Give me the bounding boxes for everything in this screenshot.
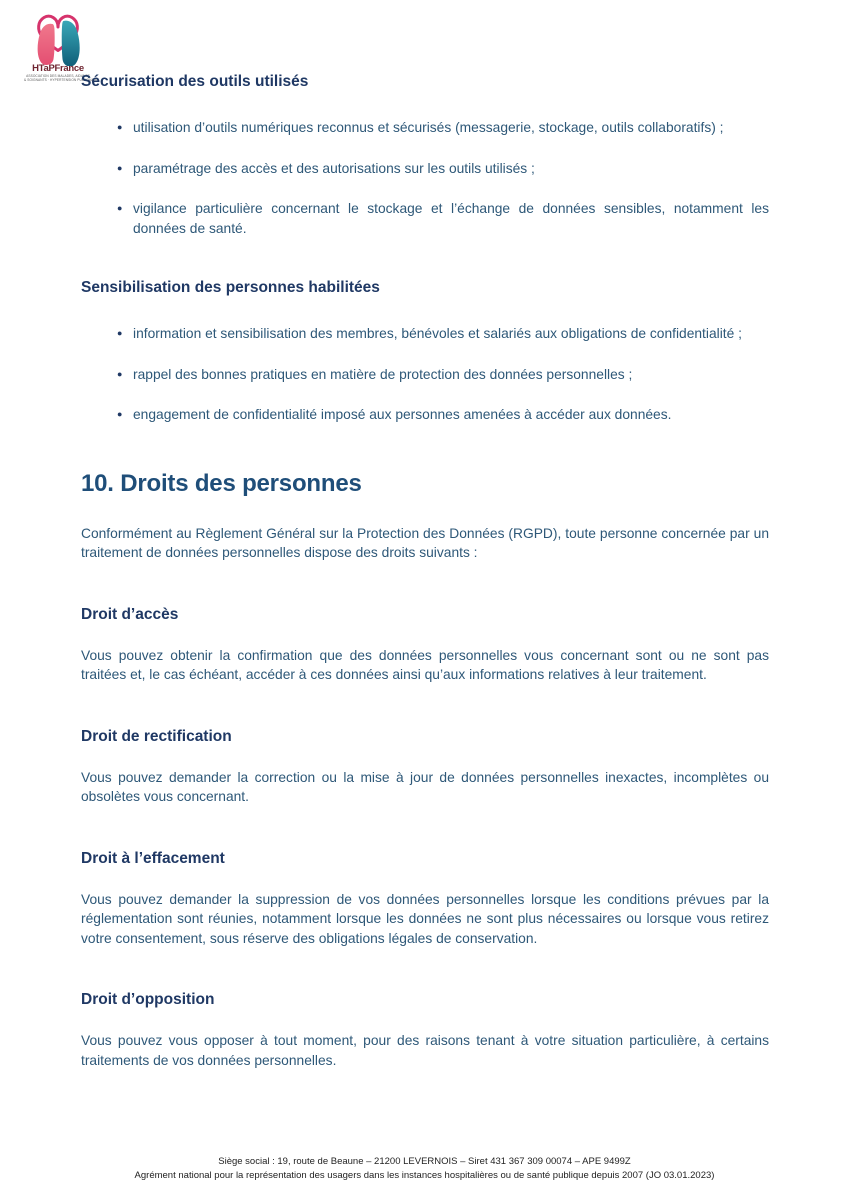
bullet-icon: ● <box>117 162 123 173</box>
list-item-text: engagement de confidentialité imposé aux personnes amenées à accéder aux données. <box>133 407 672 422</box>
logo-tagline-line2: & SOIGNANTS · HYPERTENSION PULMONAIRE <box>24 78 100 82</box>
bullet-icon: ● <box>117 203 123 213</box>
list-item-text: vigilance particulière concernant le stockage et l’échange de données sensibles, notamment les données de santé. <box>133 201 769 236</box>
section-heading-sensibilisation: Sensibilisation des personnes habilitées <box>81 279 380 296</box>
document-body <box>81 72 769 1070</box>
list-item-text: utilisation d’outils numériques reconnus et sécurisés (messagerie, stockage, outils collaboratifs) ; <box>133 120 724 135</box>
paragraph-droit-effacement: Vous pouvez demander la suppression de vos données personnelles lorsque les conditions prévues par la réglementation sont réunies, notamment lorsque les données ne sont plus nécessaires ou lorsque vous retirez votre consentement, sous réserve des obligations légales de conservation. <box>81 891 769 946</box>
list-item <box>81 199 769 238</box>
chapter-heading-droits: 10. Droits des personnes <box>81 469 362 497</box>
list-item-text: rappel des bonnes pratiques en matière de protection des données personnelles ; <box>133 366 633 382</box>
subheading-droit-effacement: Droit à l’effacement <box>81 849 225 867</box>
bullet-icon: ● <box>117 122 123 132</box>
footer-agrement-line: Agrément national pour la représentation des usagers dans les instances hospitalières ou de santé publique depuis 2007 (JO 03.01.2023) <box>134 1169 715 1181</box>
subheading-droit-acces: Droit d’accès <box>81 605 179 623</box>
paragraph-droit-opposition: Vous pouvez vous opposer à tout moment, pour des raisons tenant à votre situation particulière, à certains traitements de vos données personnelles. <box>81 1033 769 1068</box>
logo-brand-text: HTaPFrance <box>32 63 84 74</box>
heart-lungs-icon <box>26 12 90 66</box>
list-item-text: paramétrage des accès et des autorisations sur les outils utilisés ; <box>133 160 535 176</box>
list-item-text: information et sensibilisation des membres, bénévoles et salariés aux obligations de confidentialité ; <box>133 326 742 341</box>
list-item <box>81 365 769 385</box>
list-item <box>81 405 769 425</box>
paragraph-droit-rectification: Vous pouvez demander la correction ou la mise à jour de données personnelles inexactes, incomplètes ou obsolètes vous concernant. <box>81 769 769 804</box>
list-item <box>81 324 769 344</box>
subheading-droit-opposition: Droit d’opposition <box>81 991 215 1008</box>
paragraph-droit-acces: Vous pouvez obtenir la confirmation que des données personnelles vous concernant sont ou ne sont pas traitées et, le cas échéant, accéder à ces données ainsi qu’aux informations relatives à leur traitement. <box>81 647 769 682</box>
list-item <box>81 118 769 138</box>
page-footer <box>0 1155 849 1182</box>
logo-tagline-line1: ASSOCIATION DES MALADES, AIDANTS <box>26 74 90 78</box>
droits-intro-paragraph: Conformément au Règlement Général sur la Protection des Données (RGPD), toute personne concernée par un traitement de données personnelles dispose des droits suivants : <box>81 525 769 560</box>
bullet-icon: ● <box>117 328 123 338</box>
subheading-droit-rectification: Droit de rectification <box>81 727 232 745</box>
bullet-icon: ● <box>117 409 123 419</box>
sensibilisation-bullet-list <box>81 324 769 425</box>
list-item <box>81 159 769 179</box>
footer-address-line: Siège social : 19, route de Beaune – 21200 LEVERNOIS – Siret 431 367 309 00074 – APE 9499Z <box>218 1156 631 1167</box>
section-heading-securisation: Sécurisation des outils utilisés <box>81 73 309 90</box>
bullet-icon: ● <box>117 368 123 379</box>
securisation-bullet-list <box>81 118 769 238</box>
